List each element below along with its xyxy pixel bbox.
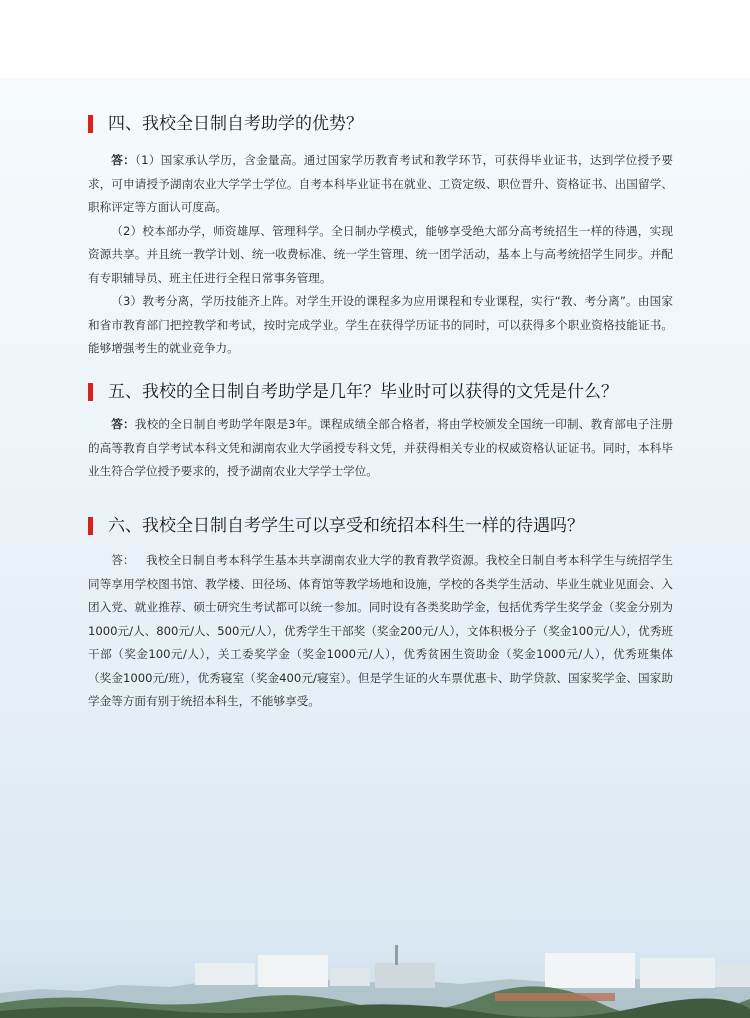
answer-paragraph bbox=[88, 549, 673, 714]
section-heading-text: 四、我校全日制自考助学的优势？ bbox=[108, 114, 363, 134]
section-duration bbox=[88, 381, 673, 484]
section-advantages bbox=[88, 113, 673, 361]
answer-paragraph bbox=[88, 220, 673, 291]
answer-paragraph bbox=[88, 290, 673, 361]
section-benefits bbox=[88, 515, 673, 714]
paragraph-text: （1）国家承认学历，含金量高。通过国家学历教育考试和教学环节，可获得毕业证书，达到学位授予要求，可申请授予湖南农业大学学士学位。自考本科毕业证书在就业、工资定级、职位晋升、资格证书、出国留学、职称评定等方面认可度高。 bbox=[88, 153, 673, 214]
paragraph-text: （3）教考分离，学历技能齐上阵。对学生开设的课程多为应用课程和专业课程，实行“教、考分离”。由国家和省市教育部门把控教学和考试，按时完成学业。学生在获得学历证书的同时，可以获得多个职业资格技能证书。能够增强考生的就业竞争力。 bbox=[88, 294, 673, 355]
paragraph-text: 答： 我校全日制自考本科学生基本共享湖南农业大学的教育教学资源。我校全日制自考本科学生与统招学生同等享用学校图书馆、教学楼、田径场、体育馆等教学场地和设施，学校的各类学生活动、毕业生就业见面会、入团入党、就业推荐、硕士研究生考试都可以统一参加。同时设有各类奖助学金，包括优秀学生奖学金（奖金分别为1000元/人、800元/人、500元/人），优秀学生干部奖（奖金200元/人），文体积极分子（奖金100元/人），优秀班干部（奖金100元/人），关工委奖学金（奖金1000元/人），优秀贫困生资助金（奖金1000元/人），优秀班集体（奖金1000元/班），优秀寝室（奖金400元/寝室）。但是学生证的火车票优惠卡、助学贷款、国家奖学金、国家助学金等方面有别于统招本科生，不能够享受。 bbox=[88, 553, 673, 708]
answer-lead: 答： bbox=[111, 417, 135, 431]
section-heading bbox=[88, 515, 673, 537]
answer-paragraph bbox=[88, 149, 673, 220]
section-heading-text: 六、我校全日制自考学生可以享受和统招本科生一样的待遇吗？ bbox=[108, 516, 584, 536]
section-heading-text: 五、我校的全日制自考助学是几年？毕业时可以获得的文凭是什么？ bbox=[108, 382, 618, 402]
section-heading bbox=[88, 113, 673, 135]
red-bar-marker bbox=[88, 383, 93, 401]
page-background bbox=[0, 78, 750, 1018]
paragraph-text: （2）校本部办学，师资雄厚、管理科学。全日制办学模式，能够享受绝大部分高考统招生一样的待遇，实现资源共享。并且统一教学计划、统一收费标准、统一学生管理、统一团学活动，基本上与高考统招学生同步。并配有专职辅导员、班主任进行全程日常事务管理。 bbox=[88, 223, 673, 285]
paragraph-text: 我校的全日制自考助学年限是3年。课程成绩全部合格者，将由学校颁发全国统一印制、教育部电子注册的高等教育自学考试本科文凭和湖南农业大学函授专科文凭，并获得相关专业的权威资格认证证书。同时，本科毕业生符合学位授予要求的，授予湖南农业大学学士学位。 bbox=[88, 417, 673, 478]
answer-lead: 答： bbox=[111, 153, 136, 167]
red-bar-marker bbox=[88, 517, 93, 535]
section-heading bbox=[88, 381, 673, 403]
answer-paragraph bbox=[88, 413, 673, 484]
red-bar-marker bbox=[88, 115, 93, 133]
campus-skyline-image bbox=[0, 923, 750, 1018]
